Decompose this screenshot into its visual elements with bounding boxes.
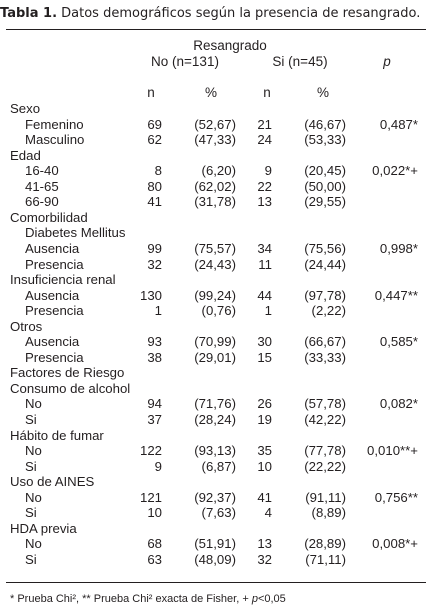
- no-count: 94: [147, 396, 162, 412]
- n-header-no: n: [147, 85, 155, 100]
- si-percent: (2,22): [311, 303, 346, 319]
- no-count: 32: [147, 256, 162, 272]
- row-label: No: [25, 396, 42, 412]
- footnote-threshold: <0,05: [257, 593, 286, 605]
- si-percent: (50,00): [304, 178, 346, 194]
- row-label: Ausencia: [25, 287, 80, 303]
- p-value: 0,487*: [379, 116, 418, 132]
- row-label: Ausencia: [25, 334, 80, 350]
- no-percent: (28,24): [194, 412, 236, 427]
- no-count: 63: [147, 551, 162, 567]
- table-number: Tabla 1.: [0, 6, 58, 21]
- no-percent: (48,09): [194, 551, 236, 567]
- table-row: [0, 396, 431, 412]
- table-row: [0, 505, 431, 521]
- table-row: [0, 163, 431, 179]
- table-row: [0, 179, 431, 195]
- no-percent: (29,01): [194, 349, 236, 365]
- row-label: Ausencia: [25, 240, 80, 256]
- group-header: Resangrado: [193, 38, 267, 53]
- no-count: 130: [139, 287, 162, 303]
- p-value: 0,585*: [379, 334, 418, 350]
- no-count: 41: [147, 194, 162, 210]
- si-count: 13: [257, 536, 272, 552]
- no-count: 122: [139, 443, 162, 459]
- p-value: 0,008*+: [372, 536, 418, 552]
- no-percent: (71,76): [194, 396, 236, 412]
- table-row: [0, 428, 431, 444]
- no-percent: (51,91): [194, 536, 236, 552]
- si-percent: (91,11): [305, 489, 346, 505]
- row-label: Femenino: [25, 116, 84, 132]
- row-label: Presencia: [25, 349, 84, 365]
- table-row: [0, 257, 431, 273]
- no-percent: (0,76): [201, 303, 236, 319]
- no-percent: (62,02): [194, 178, 236, 194]
- row-label: Hábito de fumar: [10, 427, 104, 443]
- si-count: 32: [257, 551, 272, 567]
- table-row: [0, 148, 431, 164]
- si-percent: (42,22): [304, 412, 346, 427]
- row-label: Si: [25, 505, 37, 521]
- n-header-si: n: [263, 85, 271, 100]
- si-percent: (77,78): [304, 443, 346, 459]
- si-percent: (75,56): [304, 240, 346, 256]
- row-label: 16-40: [25, 163, 59, 179]
- si-count: 13: [257, 194, 272, 210]
- row-label: No: [25, 443, 42, 459]
- si-percent: (57,78): [304, 396, 346, 412]
- table-row: [0, 272, 431, 288]
- table-row: [0, 132, 431, 148]
- table-row: [0, 210, 431, 226]
- p-value: 0,082*: [379, 396, 418, 412]
- si-percent: (53,33): [304, 132, 346, 148]
- si-count: 35: [257, 443, 272, 459]
- si-percent: (46,67): [304, 116, 346, 132]
- si-percent: (28,89): [304, 536, 346, 552]
- si-count: 22: [257, 178, 272, 194]
- row-label: Comorbilidad: [10, 209, 88, 225]
- p-value: 0,756**: [374, 489, 418, 505]
- no-count: 80: [147, 178, 162, 194]
- si-column-header: Si (n=45): [272, 54, 328, 69]
- row-label: 66-90: [25, 194, 59, 210]
- table-row: [0, 303, 431, 319]
- row-label: Presencia: [25, 303, 84, 319]
- si-count: 19: [257, 412, 272, 427]
- table-row: [0, 117, 431, 133]
- table-row: [0, 350, 431, 366]
- si-count: 4: [264, 505, 272, 521]
- no-percent: (6,20): [201, 163, 236, 179]
- table-row: [0, 288, 431, 304]
- footnote: [10, 591, 286, 607]
- table-row: [0, 412, 431, 428]
- row-label: Edad: [10, 147, 41, 163]
- no-percent: (52,67): [194, 116, 236, 132]
- p-value: 0,022*+: [372, 163, 418, 179]
- si-percent: (66,67): [304, 334, 346, 350]
- si-count: 30: [257, 334, 272, 350]
- pct-header-si: %: [316, 85, 329, 100]
- row-label: Si: [25, 412, 37, 427]
- no-count: 8: [154, 163, 162, 179]
- si-percent: (22,22): [304, 458, 346, 474]
- si-percent: (71,11): [305, 551, 346, 567]
- row-label: Masculino: [25, 132, 85, 148]
- table-row: [0, 241, 431, 257]
- table-row: [0, 443, 431, 459]
- si-count: 1: [264, 303, 272, 319]
- si-percent: (29,55): [304, 194, 346, 210]
- table-row: [0, 521, 431, 537]
- no-percent: (31,78): [194, 194, 236, 210]
- table-title: [0, 4, 431, 24]
- row-label: Si: [25, 551, 37, 567]
- no-percent: (24,43): [194, 256, 236, 272]
- row-label: Sexo: [10, 101, 41, 116]
- table-row: [0, 319, 431, 335]
- p-value: 0,010**+: [367, 443, 418, 459]
- table-row: [0, 536, 431, 552]
- si-count: 44: [257, 287, 272, 303]
- row-label: Uso de AINES: [10, 474, 95, 490]
- si-percent: (97,78): [304, 287, 346, 303]
- table-row: [0, 334, 431, 350]
- si-count: 34: [257, 240, 272, 256]
- no-count: 99: [147, 240, 162, 256]
- si-count: 15: [257, 349, 272, 365]
- si-percent: (24,44): [304, 256, 346, 272]
- no-count: 93: [147, 334, 162, 350]
- row-label: No: [25, 489, 42, 505]
- table-row: [0, 365, 431, 381]
- row-label: No: [25, 536, 42, 552]
- si-count: 21: [257, 116, 272, 132]
- no-percent: (70,99): [194, 334, 236, 350]
- footnote-text: * Prueba Chi², ** Prueba Chi² exacta de Fisher, +: [10, 593, 252, 605]
- si-percent: (33,33): [304, 349, 346, 365]
- bottom-rule: [6, 582, 426, 583]
- table-caption: Datos demográficos según la presencia de resangrado.: [61, 6, 421, 21]
- no-count: 62: [147, 132, 162, 148]
- si-count: 10: [257, 458, 272, 474]
- table-row: [0, 552, 431, 568]
- footnote-p: p: [251, 593, 258, 605]
- row-label: Presencia: [25, 256, 84, 272]
- table-row: [0, 381, 431, 397]
- si-count: 9: [264, 163, 272, 179]
- row-label: Insuficiencia renal: [10, 272, 116, 288]
- table-row: [0, 101, 431, 117]
- table-row: [0, 225, 431, 241]
- no-percent: (99,24): [194, 287, 236, 303]
- row-label: HDA previa: [10, 520, 77, 536]
- row-label: Si: [25, 458, 37, 474]
- row-label: Consumo de alcohol: [10, 380, 131, 396]
- si-count: 11: [258, 256, 272, 272]
- no-count: 69: [147, 116, 162, 132]
- no-count: 1: [154, 303, 162, 319]
- row-label: Factores de Riesgo: [10, 365, 125, 381]
- no-count: 9: [154, 458, 162, 474]
- no-count: 38: [147, 349, 162, 365]
- no-percent: (7,63): [201, 505, 236, 521]
- table-row: [0, 490, 431, 506]
- si-count: 24: [257, 132, 272, 148]
- row-label: Diabetes Mellitus: [25, 225, 126, 241]
- table-row: [0, 474, 431, 490]
- no-count: 10: [147, 505, 162, 521]
- p-value: 0,447**: [374, 287, 418, 303]
- row-label: 41-65: [25, 178, 59, 194]
- si-count: 41: [257, 489, 272, 505]
- no-count: 121: [139, 489, 162, 505]
- si-percent: (20,45): [304, 163, 346, 179]
- no-count: 68: [147, 536, 162, 552]
- p-column-header: p: [383, 54, 391, 69]
- si-percent: (8,89): [311, 505, 346, 521]
- table-row: [0, 194, 431, 210]
- no-count: 37: [147, 412, 162, 427]
- no-percent: (75,57): [194, 240, 236, 256]
- table-row: [0, 459, 431, 475]
- si-count: 26: [257, 396, 272, 412]
- no-percent: (47,33): [194, 132, 236, 148]
- no-column-header: No (n=131): [151, 54, 219, 69]
- p-value: 0,998*: [379, 240, 418, 256]
- no-percent: (92,37): [194, 489, 236, 505]
- top-rule: [6, 29, 426, 30]
- no-percent: (93,13): [194, 443, 236, 459]
- row-label: Otros: [10, 318, 43, 334]
- no-percent: (6,87): [201, 458, 236, 474]
- pct-header-no: %: [204, 85, 217, 100]
